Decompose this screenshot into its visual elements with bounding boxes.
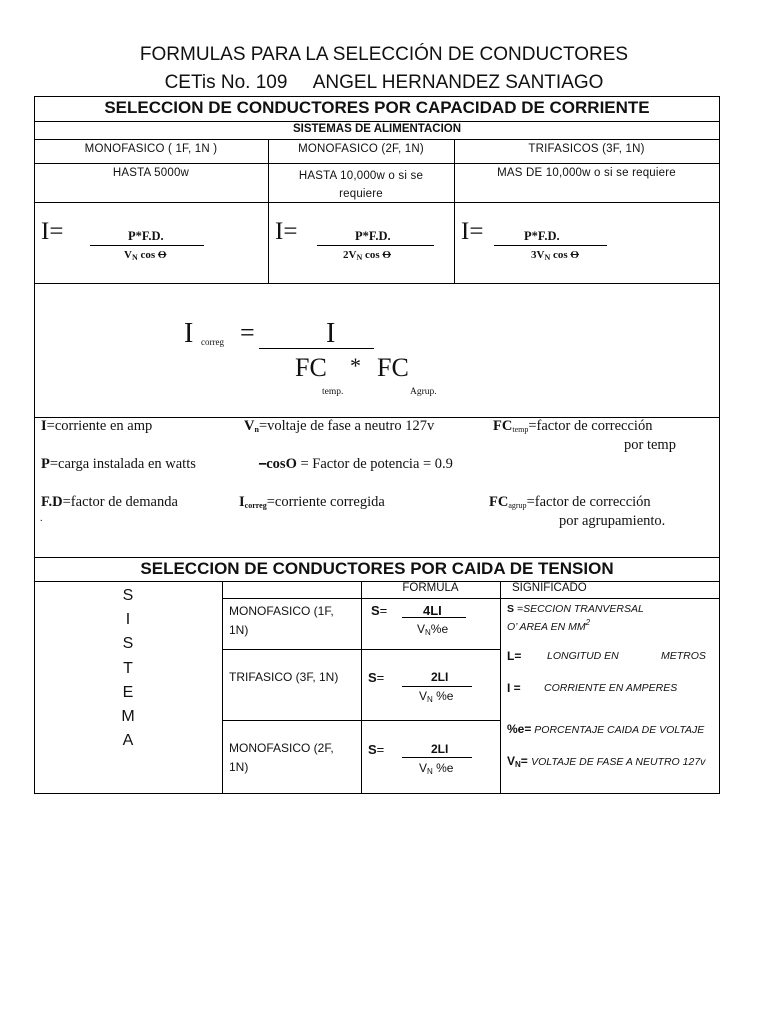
def-voltage: $V_n=voltaje$ de fase a neutro 127v bbox=[244, 418, 435, 434]
system-name-2: MONOFASICO (2F, 1N) bbox=[298, 143, 424, 155]
meaning-l-text: LONGITUD EN bbox=[547, 650, 619, 662]
system-limit-2: HASTA 10,000w o si se requiere bbox=[298, 170, 424, 200]
document-subtitle: CETis No. 109 ANGEL HERNANDEZ SANTIAGO bbox=[164, 72, 604, 93]
document-title: FORMULAS PARA LA SELECCIÓN DE CONDUCTORES bbox=[139, 44, 629, 65]
def-group-factor-cont: por agrupamiento. bbox=[559, 513, 666, 529]
formula-column-header: FORMULA bbox=[402, 582, 459, 594]
systems-subheading: SISTEMAS DE ALIMENTACION bbox=[292, 123, 462, 135]
row-name-1: MONOFASICO (1F, 1N) bbox=[229, 604, 334, 637]
meaning-v: $V_N=$ VOLTAJE DE FASE A NEUTRO 127v bbox=[507, 754, 706, 769]
meaning-i-text: CORRIENTE EN AMPERES bbox=[544, 682, 678, 694]
meaning-s-cont: O’ AREA EN $MM^2$ bbox=[507, 618, 591, 633]
row-name-2: TRIFASICO (3F, 1N) bbox=[229, 670, 339, 684]
system-name-3: TRIFASICOS (3F, 1N) bbox=[528, 143, 645, 155]
def-demand: F.D=factor de demanda bbox=[41, 494, 178, 510]
row-name-3: MONOFASICO (2F, 1N) bbox=[229, 741, 334, 774]
def-power-factor: –cosO = Factor de potencia = 0.9 bbox=[259, 456, 453, 472]
def-temp-factor: $FC_{temp}=factor$ de corrección bbox=[493, 418, 653, 434]
meaning-column-header: SIGNIFICADO bbox=[512, 582, 587, 594]
meaning-e: %e= PORCENTAJE CAIDA DE VOLTAJE bbox=[507, 722, 705, 736]
meaning-l-text2: METROS bbox=[661, 650, 706, 662]
def-temp-factor-cont: por temp bbox=[624, 437, 676, 453]
meaning-s: S =SECCION TRANVERSAL bbox=[507, 603, 644, 615]
def-corrected-current: $I_{correg}=corriente$ corregida bbox=[239, 494, 385, 510]
voltage-drop-heading: SELECCION DE CONDUCTORES POR CAIDA DE TENSION bbox=[140, 559, 614, 578]
stray-dot: . bbox=[40, 513, 43, 524]
meaning-l: L= bbox=[507, 649, 522, 663]
capacity-heading: SELECCION DE CONDUCTORES POR CAPACIDAD DE CORRIENTE bbox=[104, 98, 650, 117]
def-current: I=corriente en amp bbox=[41, 418, 153, 434]
system-limit-1: HASTA 5000w bbox=[112, 167, 190, 179]
system-name-1: MONOFASICO ( 1F, 1N ) bbox=[84, 143, 218, 155]
def-group-factor: $FC_{agrup}=factor$ de corrección bbox=[489, 494, 651, 510]
def-load: P=carga instalada en watts bbox=[41, 456, 196, 472]
meaning-i: I = bbox=[507, 681, 521, 695]
sistema-vertical-label: S I S T E M A bbox=[121, 587, 135, 750]
system-limit-3: MAS DE 10,000w o si se requiere bbox=[497, 167, 676, 179]
